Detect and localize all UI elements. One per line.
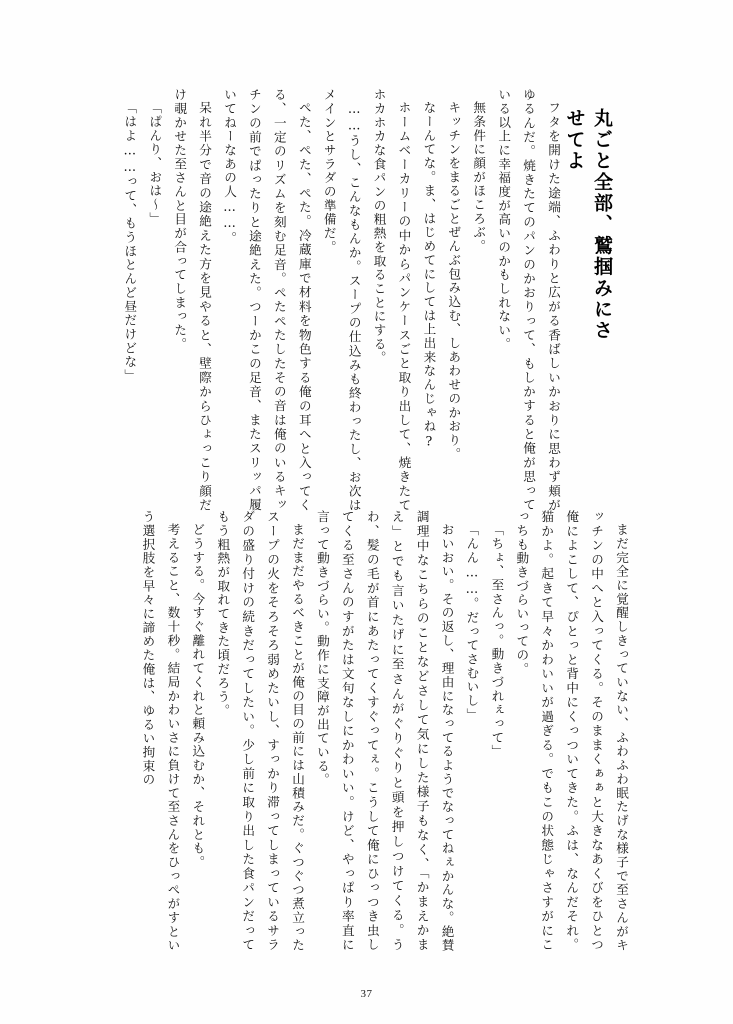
paragraph: おいおい。その返し、理由になってるようでなってねぇかんな。絶賛調理中なこちらのことなどさして気にした様子もなく、「かまえかまえ」とでも言いたげに至さんがぐりぐりと頭を押しつけてくる。うわ、髪の毛が首にあたってくすぐってぇ。こうして俺にひっつき虫してくる至さんのすがたは文句なしにかわいい。けど、やっぱり率直に言って動きづらい。動作に支障が出ている。 bbox=[314, 510, 455, 952]
paragraph: キッチンをまるごとぜんぶ包み込む、しあわせのかおり。 bbox=[446, 100, 462, 461]
paragraph: ぺた、ぺた、ぺた。冷蔵庫で材料を物色する俺の耳へと入ってくる、一定のリズムを刻む足音。ぺたぺたしたその音は俺のいるキッチンの前でぱったりと途絶えた。つーかこの足音、またスリッパ履いてねーなあの人……。 bbox=[222, 88, 312, 512]
paragraph: 「んん……。だってさむいし」 bbox=[464, 522, 480, 722]
body-text-block-upper bbox=[115, 88, 565, 512]
page-number: 37 bbox=[360, 988, 373, 1000]
paragraph: 考えること、数十秒。結局かわいさに負けて至さんをひっぺがすという選択肢を早々に諦めた俺は、ゆるい拘束の bbox=[140, 510, 181, 952]
page-title: 丸ごと全部、鷲掴みにさせてよ bbox=[563, 108, 613, 342]
paragraph: 「ちょ、至さんっ。動きづれぇって」 bbox=[489, 522, 505, 759]
body-text-block-lower bbox=[93, 510, 633, 952]
paragraph: まだまだやるべきことが俺の目の前には山積みだ。ぐつぐつ煮立ったスープの火をそろそろ弱めたいし、すっかり滞ってしまっているサラダの盛り付けの続きだってしたい。少し前に取り出した食パンだってもう粗熱が取れてきた頃だろう。 bbox=[215, 510, 306, 952]
paragraph: フタを開けた途端、ふわりと広がる香ばしいかおりに思わず頬がゆるんだ。焼きたてのパンのかおりって、もしかすると俺が思っている以上に幸福度が高いのかもしれない。 bbox=[496, 88, 561, 512]
paragraph: なーんてな。ま、はじめてにしては上出来なんじゃね? bbox=[421, 100, 437, 450]
paragraph: ホームベーカリーの中からパンケースごと取り出して、焼きたてホカホカな食パンの粗熱を取ることにする。 bbox=[371, 88, 412, 512]
paragraph: 「はよ……って、もうほとんど昼だけどな」 bbox=[122, 100, 138, 383]
paragraph: ……うし、こんなもんか。スープの仕込みも終わったし、お次はメインとサラダの準備だ。 bbox=[321, 88, 362, 512]
paragraph: 「ぱんり、おは〜」 bbox=[147, 100, 163, 226]
paragraph: 無条件に顔がほころぶ。 bbox=[471, 100, 487, 253]
paragraph: 呆れ半分で音の途絶えた方を見やると、壁際からひょっこり顔だけ覗かせた至さんと目が合ってしまった。 bbox=[172, 88, 213, 512]
paragraph: まだ完全に覚醒しきっていない、ふわふわ眠たげな様子で至さんがキッチンの中へと入ってくる。そのままくぁぁと大きなあくびをひとつ俺によこして、ぴとっと背中にくっついてきた。ふは、なんだそれ。猫かよ。起きて早々かわいいが過ぎる。でもこの状態じゃさすがにこっちも動きづらいっての。 bbox=[514, 510, 629, 952]
paragraph: どうする。今すぐ離れてくれと頼み込むか、それとも。 bbox=[190, 522, 206, 869]
